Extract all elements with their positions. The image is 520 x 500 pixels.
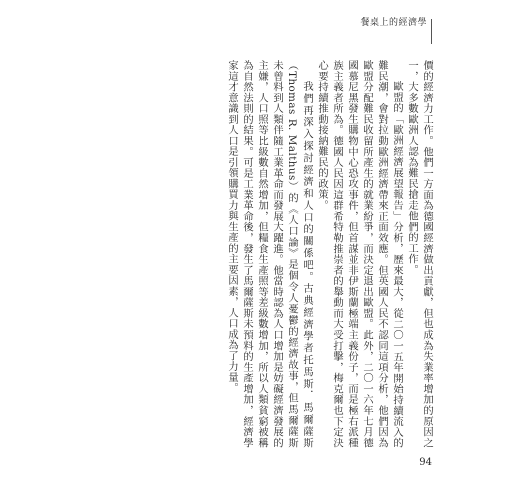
paragraph: 價的經濟力工作。他們一方面為德國經濟做出貢獻，但也成為失業率增加的原因之一，大多數歐洲人認為難民搶走他們的工作。 — [406, 60, 433, 448]
header-rule — [431, 19, 432, 44]
page-number: 94 — [419, 457, 432, 468]
running-header — [360, 17, 432, 44]
paragraph: 歐盟的「歐洲經濟展望報告」分析，歷來最大，從二〇一五年開始持續流入的難民潮，會對拉動歐洲經濟帶來正面效應。但英國人民不認同這項分析，他們因為歐盟分配難民收留所產生的就業紛爭，而決定退出歐盟。此外，二〇一六年七月德國慕尼黑發生購物中心恐攻事件，但首謀並非伊斯蘭極端主義份子，而是極右派種族主義者所為。德國人民因這群希特勒推崇者的舉動而大受打擊，梅克爾也下定決心要持續推動接納難民的政策。 — [316, 60, 403, 448]
running-header-title: 餐桌上的經濟學 — [360, 18, 427, 28]
body-text — [164, 60, 434, 448]
paragraph: 我們再深入探討經濟和人口的關係吧。古典經濟學者托馬斯．馬爾薩斯（Thomas R. Malthus）的《人口論》是個令人憂鬱的經濟故事，但馬爾薩斯未曾料到人類伴隨工業革命而發展大躍進。他當時認為人口增加是妨礙經濟發展的主嫌，人口照等比級數自然增加，但糧食生產照等差級數增加，所以人類貧窮被稱為自然法則的結果。可是工業革命後，發生了馬爾薩斯未預料的生產增加，經濟學家這才意識到人口是引領購買力與生產的主要因素，人口成為了力量。 — [226, 60, 313, 448]
